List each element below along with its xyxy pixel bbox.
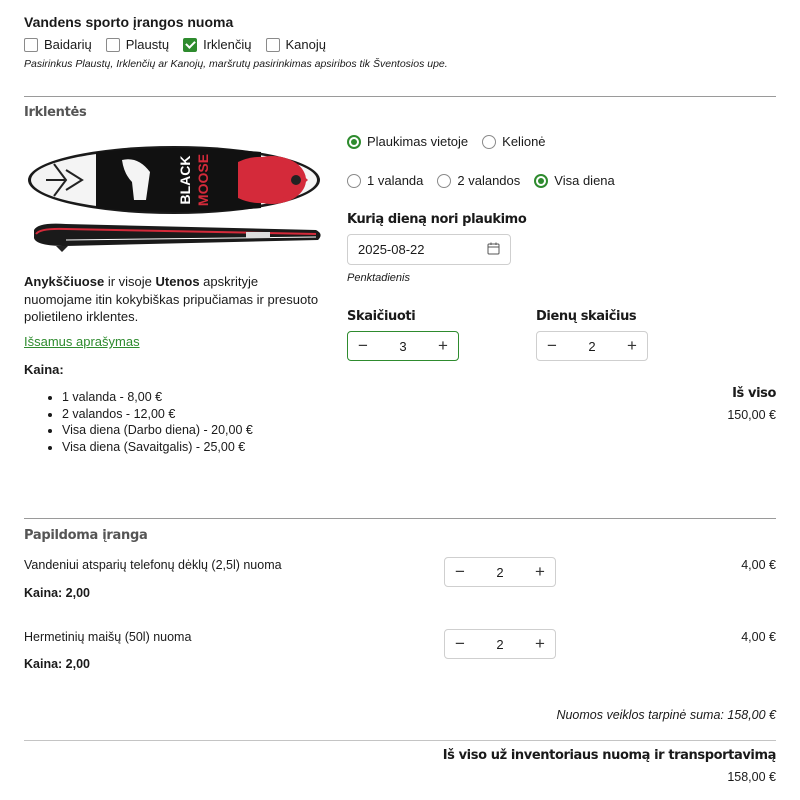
price-item: • 2 valandos - 12,00 € — [62, 406, 253, 423]
extra-qty-stepper[interactable] — [444, 629, 556, 659]
minus-icon[interactable]: − — [455, 634, 465, 653]
desc-text: ir visoje — [104, 274, 156, 289]
radio-label: Kelionė — [502, 134, 546, 149]
option-label: Baidarių — [44, 37, 92, 52]
checkbox-plaustu[interactable] — [106, 38, 120, 52]
price-list — [24, 389, 253, 455]
duration-option-1h[interactable] — [347, 173, 437, 188]
days-stepper[interactable] — [536, 331, 648, 361]
total-value: 150,00 € — [727, 408, 776, 422]
days-value[interactable]: 2 — [588, 338, 596, 354]
price-item: • Visa diena (Darbo diena) - 20,00 € — [62, 422, 253, 439]
option-baidariu[interactable] — [24, 37, 106, 52]
plus-icon[interactable]: + — [535, 634, 545, 653]
calendar-icon[interactable] — [487, 242, 500, 258]
date-label: Kurią dieną nori plaukimo — [347, 212, 527, 227]
count-stepper[interactable] — [347, 331, 459, 361]
board-brand-text-2: MOOSE — [195, 153, 211, 207]
product-description — [24, 273, 324, 326]
minus-icon[interactable]: − — [358, 336, 368, 355]
mode-option-vietoje[interactable] — [347, 134, 482, 149]
price-label: Kaina: — [24, 362, 64, 377]
count-label: Skaičiuoti — [347, 309, 416, 324]
extra-qty-stepper[interactable] — [444, 557, 556, 587]
option-label: Plaustų — [125, 37, 170, 52]
grand-total-label: Iš viso už inventoriaus nuomą ir transportavimą — [442, 748, 776, 763]
radio-label: Visa diena — [554, 173, 615, 188]
duration-option-day[interactable] — [534, 173, 628, 188]
minus-icon[interactable]: − — [455, 562, 465, 581]
divider — [24, 518, 776, 519]
radio-label: 2 valandos — [457, 173, 521, 188]
option-label: Kanojų — [285, 37, 326, 52]
desc-city: Anykščiuose — [24, 274, 105, 289]
product-section-title: Irklentės — [24, 105, 87, 120]
option-plaustu[interactable] — [106, 37, 183, 52]
route-note: Pasirinkus Plaustų, Irklenčių ar Kanojų, maršrutų pasirinkimas apsiribos tik Šventosios upe. — [24, 58, 448, 70]
equipment-type-options — [24, 37, 340, 52]
desc-text-2: apskrityje nuomojame itin kokybiškas pripučiamas ir presuoto polietileno irklentes. — [24, 274, 319, 324]
radio-label: 1 valanda — [367, 173, 424, 188]
radio-1h[interactable] — [347, 174, 361, 188]
desc-region: Utenos — [155, 274, 200, 289]
days-label: Dienų skaičius — [536, 309, 637, 324]
date-value: 2025-08-22 — [358, 242, 425, 257]
radio-vietoje[interactable] — [347, 135, 361, 149]
plus-icon[interactable]: + — [438, 336, 448, 355]
subtotal-text: Nuomos veiklos tarpinė suma: 158,00 € — [556, 708, 776, 722]
radio-day[interactable] — [534, 174, 548, 188]
divider — [24, 740, 776, 741]
mode-option-kelione[interactable] — [482, 134, 559, 149]
count-value[interactable]: 3 — [399, 338, 407, 354]
checkbox-irklenciu[interactable] — [183, 38, 197, 52]
duration-options — [347, 173, 629, 188]
checkbox-kanoju[interactable] — [266, 38, 280, 52]
extra-qty-value[interactable]: 2 — [496, 636, 504, 652]
details-link[interactable]: Išsamus aprašymas — [24, 334, 140, 349]
extra-qty-value[interactable]: 2 — [496, 564, 504, 580]
extra-item-total: 4,00 € — [741, 558, 776, 572]
paddleboard-image — [26, 142, 326, 254]
weekday-text: Penktadienis — [347, 272, 410, 284]
extra-item-name: Hermetinių maišų (50l) nuoma — [24, 630, 192, 644]
mode-options — [347, 134, 560, 149]
extra-item-total: 4,00 € — [741, 630, 776, 644]
rental-title: Vandens sporto įrangos nuoma — [24, 14, 234, 30]
extras-section-title: Papildoma įranga — [24, 528, 148, 543]
extra-item-price: Kaina: 2,00 — [24, 657, 91, 671]
plus-icon[interactable]: + — [535, 562, 545, 581]
radio-kelione[interactable] — [482, 135, 496, 149]
radio-2h[interactable] — [437, 174, 451, 188]
option-label: Irklenčių — [203, 37, 252, 52]
total-label: Iš viso — [732, 386, 776, 401]
date-input[interactable] — [347, 234, 511, 265]
radio-label: Plaukimas vietoje — [367, 134, 469, 149]
checkbox-baidariu[interactable] — [24, 38, 38, 52]
paddleboard-illustration — [26, 142, 326, 254]
option-kanoju[interactable] — [266, 37, 340, 52]
grand-total-value: 158,00 € — [727, 770, 776, 784]
option-irklenciu[interactable] — [183, 37, 265, 52]
extra-item-name: Vandeniui atsparių telefonų dėklų (2,5l) nuoma — [24, 558, 282, 572]
price-item: • 1 valanda - 8,00 € — [62, 389, 253, 406]
plus-icon[interactable]: + — [627, 336, 637, 355]
board-brand-text: BLACK — [177, 155, 193, 205]
extra-item-price: Kaina: 2,00 — [24, 586, 91, 600]
divider — [24, 96, 776, 97]
duration-option-2h[interactable] — [437, 173, 534, 188]
minus-icon[interactable]: − — [547, 336, 557, 355]
price-item: • Visa diena (Savaitgalis) - 25,00 € — [62, 439, 253, 456]
